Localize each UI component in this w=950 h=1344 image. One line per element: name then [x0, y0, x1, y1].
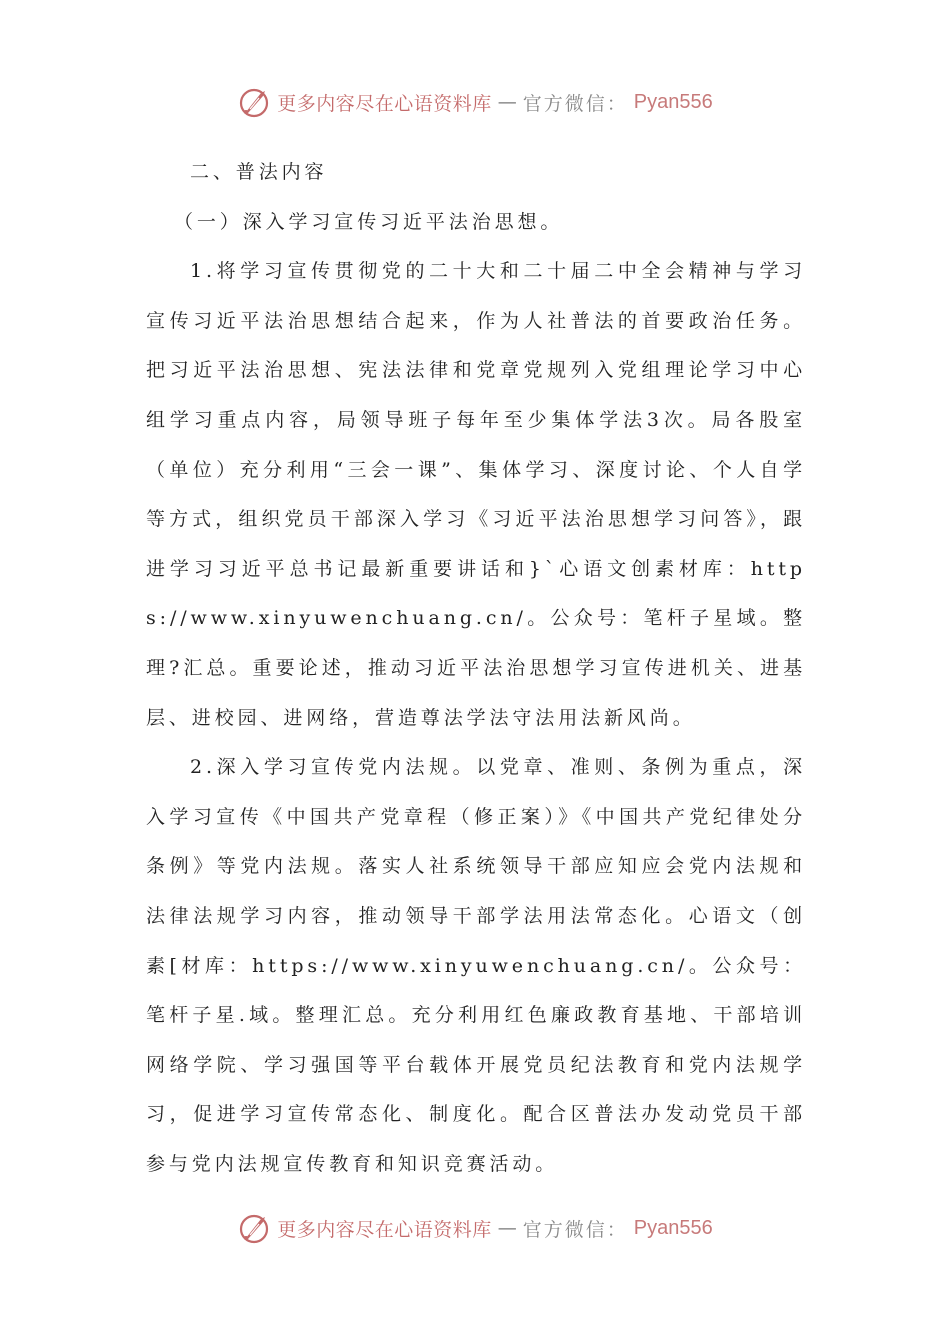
- banner-brand-text: 更多内容尽在心语资料库: [277, 1218, 492, 1241]
- banner-wechat-label: 官方微信：: [522, 92, 628, 115]
- footer-banner: [0, 1208, 950, 1248]
- quill-pen-logo-icon: [237, 85, 271, 119]
- paragraph-1: 1.将学习宣传贯彻党的二十大和二十届二中全会精神与学习宣传习近平法治思想结合起来，作为人社普法的首要政治任务。把习近平法治思想、宪法法律和党章党规列入党组理论学习中心组学习重点内容，局领导班子每年至少集体学法3次。局各股室（单位）充分利用“三会一课”、集体学习、深度讨论、个人自学等方式，组织党员干部深入学习《习近平法治思想学习问答》，跟进学习习近平总书记最新重要讲话和}`心语文创素材库：https://www.xinyuwenchuang.cn/。公众号：笔杆子星域。整理?汇总。重要论述，推动习近平法治思想学习宣传进机关、进基层、进校园、进网络，营造尊法学法守法用法新风尚。: [146, 260, 806, 729]
- banner-separator: —: [497, 1217, 517, 1239]
- banner-brand-text: 更多内容尽在心语资料库: [277, 92, 492, 115]
- banner-separator: —: [497, 91, 517, 113]
- banner-wechat-id: Pyan556: [633, 1216, 713, 1239]
- section-heading: 二、普法内容: [190, 161, 328, 183]
- header-banner: [0, 82, 950, 122]
- quill-pen-logo-icon: [237, 1211, 271, 1245]
- subsection-heading: （一）深入学习宣传习近平法治思想。: [174, 210, 564, 233]
- banner-wechat-id: Pyan556: [633, 90, 713, 113]
- header-banner-inner: [237, 85, 713, 119]
- paragraph-2: 2.深入学习宣传党内法规。以党章、准则、条例为重点，深入学习宣传《中国共产党章程（修正案）》《中国共产党纪律处分条例》等党内法规。落实人社系统领导干部应知应会党内法规和法律法规学习内容，推动领导干部学法用法常态化。心语文（创素[材库：https://www.xinyuwenchuang.cn/。公众号：笔杆子星.域。整理汇总。充分利用红色廉政教育基地、干部培训网络学院、学习强国等平台载体开展党员纪法教育和党内法规学习，促进学习宣传常态化、制度化。配合区普法办发动党员干部参与党内法规宣传教育和知识竞赛活动。: [146, 756, 806, 1175]
- document-body: [146, 148, 806, 1189]
- banner-wechat-label: 官方微信：: [522, 1218, 628, 1241]
- footer-banner-inner: [237, 1211, 713, 1245]
